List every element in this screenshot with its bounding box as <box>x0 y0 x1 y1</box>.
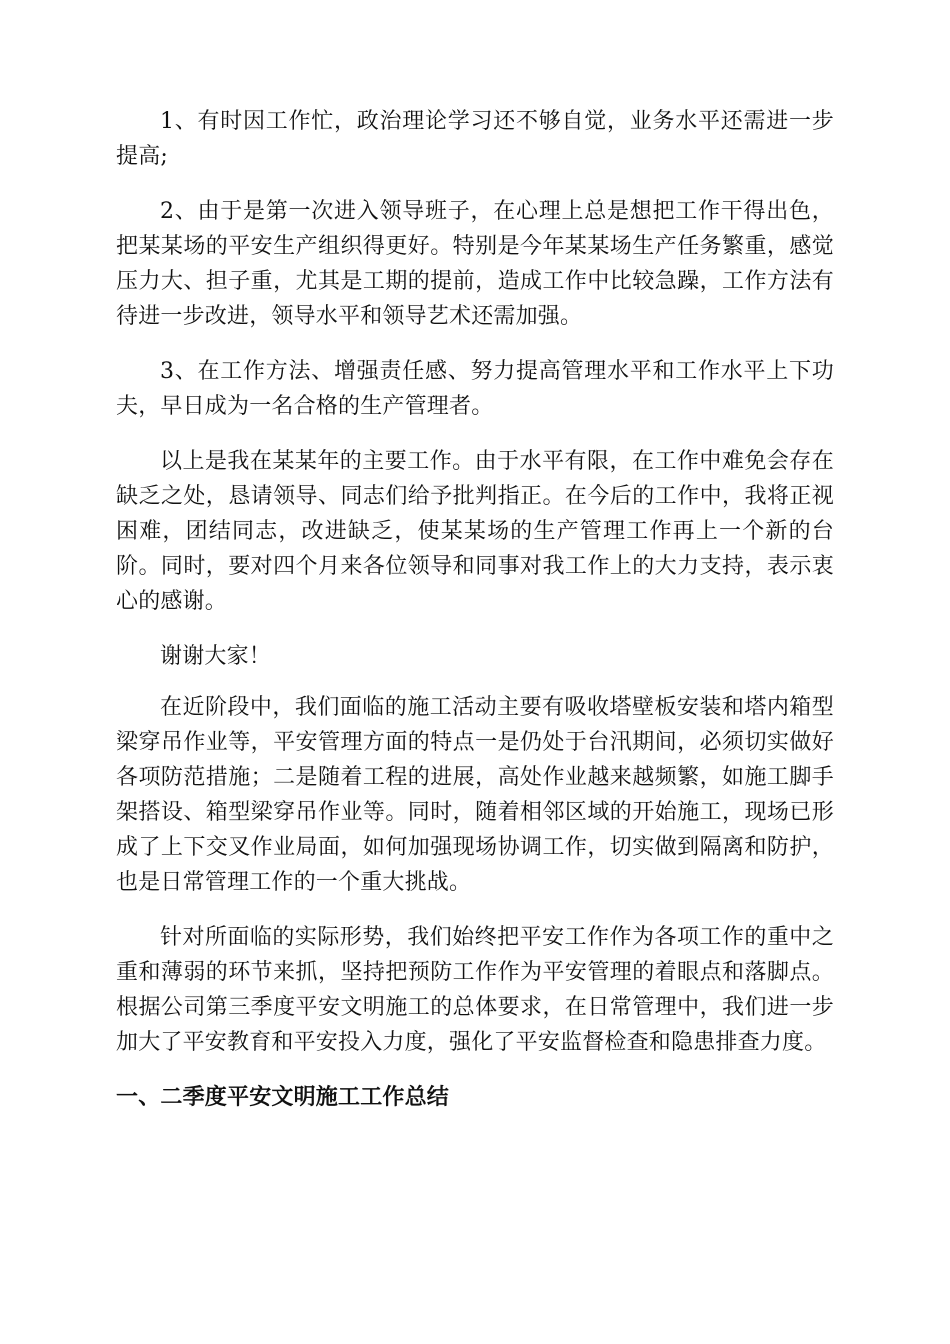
paragraph-shortcoming-3: 3、在工作方法、增强责任感、努力提高管理水平和工作水平上下功夫，早日成为一名合格的生产管理者。 <box>116 359 834 419</box>
paragraph-thanks: 谢谢大家！ <box>160 644 272 669</box>
document-page <box>116 104 834 1115</box>
paragraph-conclusion: 以上是我在某某年的主要工作。由于水平有限，在工作中难免会存在缺乏之处，恳请领导、同志们给予批判指正。在今后的工作中，我将正视困难，团结同志，改进缺乏，使某某场的生产管理工作再上一个新的台阶。同时，要对四个月来各位领导和同事对我工作上的大力支持，表示衷心的感谢。 <box>116 449 834 614</box>
paragraph-current-stage: 在近阶段中，我们面临的施工活动主要有吸收塔壁板安装和塔内箱型梁穿吊作业等，平安管理方面的特点一是仍处于台汛期间，必须切实做好各项防范措施；二是随着工程的进展，高处作业越来越频繁，如施工脚手架搭设、箱型梁穿吊作业等。同时，随着相邻区域的开始施工，现场已形成了上下交叉作业局面，如何加强现场协调工作，切实做到隔离和防护，也是日常管理工作的一个重大挑战。 <box>116 695 834 895</box>
section-heading: 一、二季度平安文明施工工作总结 <box>116 1085 450 1110</box>
paragraph-shortcoming-1: 1、有时因工作忙，政治理论学习还不够自觉，业务水平还需进一步提高; <box>116 109 834 169</box>
paragraph-shortcoming-2: 2、由于是第一次进入领导班子，在心理上总是想把工作干得出色，把某某场的平安生产组织得更好。特别是今年某某场生产任务繁重，感觉压力大、担子重，尤其是工期的提前，造成工作中比较急躁，工作方法有待进一步改进，领导水平和领导艺术还需加强。 <box>116 199 834 329</box>
paragraph-safety-focus: 针对所面临的实际形势，我们始终把平安工作作为各项工作的重中之重和薄弱的环节来抓，坚持把预防工作作为平安管理的着眼点和落脚点。根据公司第三季度平安文明施工的总体要求，在日常管理中，我们进一步加大了平安教育和平安投入力度，强化了平安监督检查和隐患排查力度。 <box>116 925 834 1055</box>
